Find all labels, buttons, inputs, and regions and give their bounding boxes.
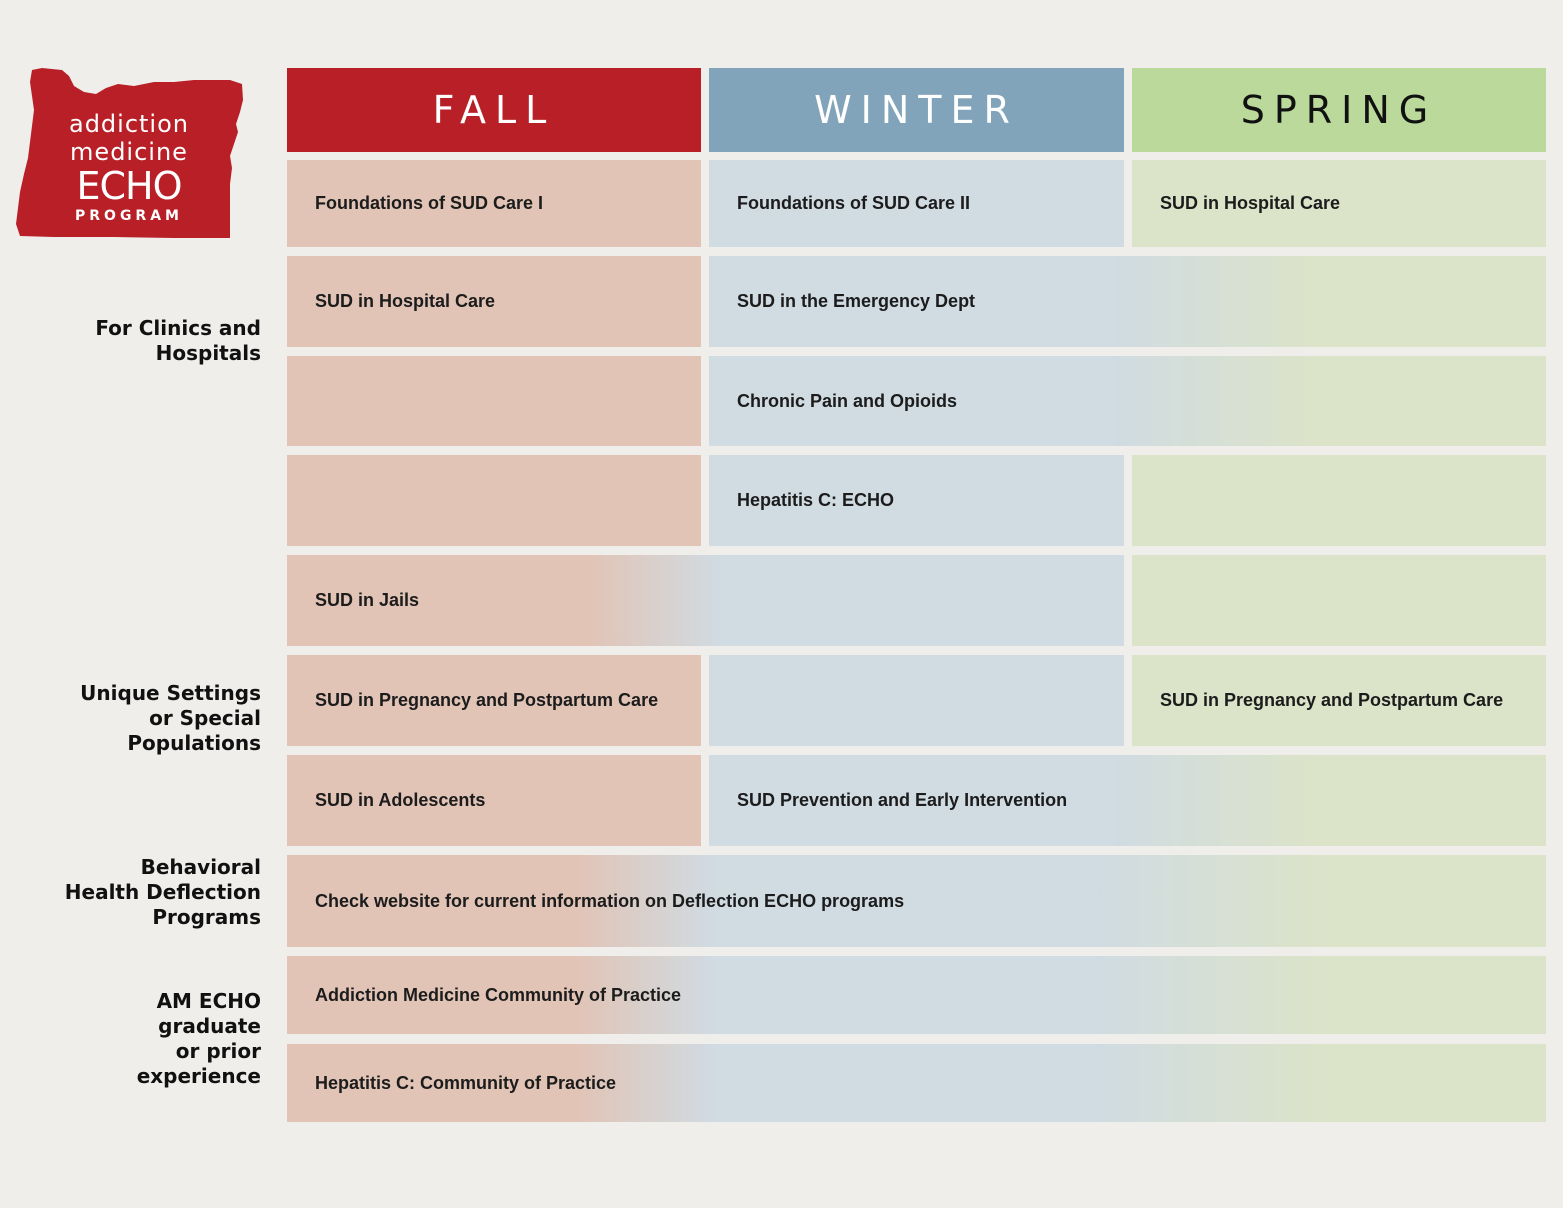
- side-label-behavioral: Behavioral Health Deflection Programs: [64, 855, 261, 929]
- cell-pregnancy-spring[interactable]: SUD in Pregnancy and Postpartum Care: [1132, 655, 1546, 746]
- header-fall: FALL: [287, 68, 701, 152]
- cell-hepc-community-practice[interactable]: Hepatitis C: Community of Practice: [287, 1044, 1546, 1122]
- side-label-am-echo: AM ECHO graduate or prior experience: [136, 989, 261, 1088]
- cell-pregnancy-fall[interactable]: SUD in Pregnancy and Postpartum Care: [287, 655, 701, 746]
- cell-emergency-dept[interactable]: SUD in the Emergency Dept: [709, 256, 1546, 347]
- cell-adolescents[interactable]: SUD in Adolescents: [287, 755, 701, 846]
- cell-hospital-care-fall[interactable]: SUD in Hospital Care: [287, 256, 701, 347]
- echo-logo: [14, 66, 246, 242]
- side-label-clinics: For Clinics and Hospitals: [95, 316, 261, 365]
- cell-empty-spring-r5: [1132, 555, 1546, 646]
- side-label-unique: Unique Settings or Special Populations: [80, 681, 261, 755]
- cell-deflection-programs[interactable]: Check website for current information on Deflection ECHO programs: [287, 855, 1546, 947]
- cell-am-community-practice[interactable]: Addiction Medicine Community of Practice: [287, 956, 1546, 1034]
- cell-prevention[interactable]: SUD Prevention and Early Intervention: [709, 755, 1546, 846]
- cell-empty-fall-r4: [287, 455, 701, 546]
- cell-hepatitis-c-echo[interactable]: Hepatitis C: ECHO: [709, 455, 1124, 546]
- logo-line-program: PROGRAM: [75, 208, 183, 224]
- cell-foundations-2[interactable]: Foundations of SUD Care II: [709, 160, 1124, 247]
- cell-foundations-1[interactable]: Foundations of SUD Care I: [287, 160, 701, 247]
- header-spring: SPRING: [1132, 68, 1546, 152]
- logo-line-addiction: addiction: [68, 110, 189, 138]
- cell-empty-fall-r3: [287, 356, 701, 446]
- cell-sud-jails[interactable]: SUD in Jails: [287, 555, 1124, 646]
- cell-chronic-pain[interactable]: Chronic Pain and Opioids: [709, 356, 1546, 446]
- logo-line-echo: ECHO: [76, 164, 182, 208]
- cell-empty-winter-r6: [709, 655, 1124, 746]
- header-winter: WINTER: [709, 68, 1124, 152]
- cell-hospital-care-spring[interactable]: SUD in Hospital Care: [1132, 160, 1546, 247]
- logo-line-medicine: medicine: [70, 138, 188, 166]
- cell-empty-spring-r4: [1132, 455, 1546, 546]
